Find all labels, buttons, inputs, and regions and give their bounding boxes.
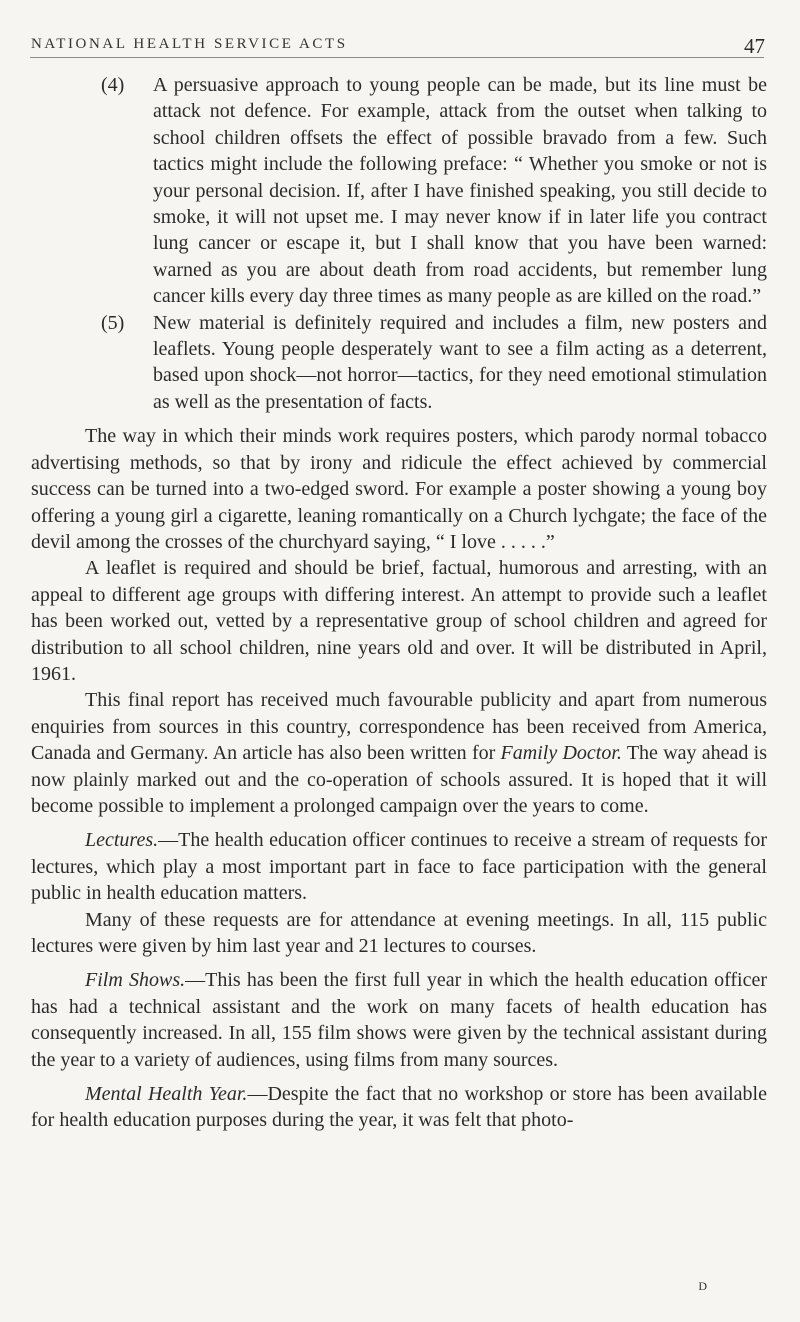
page-number: 47: [744, 34, 765, 58]
signature-mark: D: [698, 1279, 708, 1293]
paragraph-text: —The health education officer continues to receive a stream of requests for lectures, which play a most important part in face to face participation with the general public in health education matters.: [31, 829, 767, 905]
paragraph-mental-health-year: [31, 1081, 767, 1134]
list-number: (5): [101, 311, 125, 334]
list-item-5: [31, 310, 767, 416]
list-item-text: A persuasive approach to young people can be made, but its line must be attack not defence. For example, attack from the outset when talking to school children offsets the effect of possible bravado from a few. Such tactics might include the following preface: “ Whether you smoke or not is your personal decision. If, after I have finished speaking, you still decide to smoke, it will not upset me. I may never know if in later life you contract lung cancer or escape it, but I shall know that you have been warned: warned as you are about death from road accidents, but remember lung cancer kills every day three times as many people as are killed on the road.”: [153, 74, 767, 308]
paragraph-text: —This has been the first full year in which the health education officer has had a technical assistant and the work on many facets of health education has consequently increased. In all, 155 film shows were given by the technical assistant during the year to a variety of audiences, using films from many sources.: [31, 969, 767, 1071]
paragraph-final-report: [31, 687, 767, 819]
paragraph-text: The way ahead is now plainly marked out and the co-operation of schools assured. It is hoped that it will become possible to implement a prolonged campaign over the years to come.: [31, 742, 768, 817]
section-heading-film-shows: Film Shows.: [85, 969, 186, 992]
paragraph-text: This final report has received much favourable publicity and apart from numerous enquiries from sources in this country, correspondence has been received from America, Canada and Germany. An article has also been written for: [31, 689, 767, 765]
paragraph-lectures: [31, 827, 767, 906]
paragraph-evening-meetings: Many of these requests are for attendance at evening meetings. In all, 115 public lectures were given by him last year and 21 lectures to courses.: [31, 908, 767, 957]
paragraph-leaflet: A leaflet is required and should be brief, factual, humorous and arresting, with an appeal to different age groups with differing interest. An attempt to provide such a leaflet has been worked out, vetted by a representative group of school children and agreed for distribution to all school children, nine years old and over. It will be distributed in April, 1961.: [31, 557, 767, 685]
page-header: [31, 34, 765, 58]
publication-title: Family Doctor.: [500, 742, 622, 765]
running-head: NATIONAL HEALTH SERVICE ACTS: [31, 36, 348, 52]
list-item-text: New material is definitely required and includes a film, new posters and leaflets. Young people desperately want to see a film acting as a deterrent, based upon shock—not horror—tactics, for they need emotional stimulation as well as the presentation of facts.: [153, 311, 767, 413]
header-rule: [30, 57, 764, 58]
paragraph-text: —Despite the fact that no workshop or store has been available for health education purposes during the year, it was felt that photo-: [31, 1083, 767, 1132]
paragraph-posters: The way in which their minds work requires posters, which parody normal tobacco advertising methods, so that by irony and ridicule the effect achieved by commercial success can be turned into a two-edged sword. For example a poster showing a young boy offering a young girl a cigarette, leaning romantically on a Church lychgate; the face of the devil among the crosses of the churchyard saying, “ I love . . . . .”: [31, 425, 767, 553]
paragraph-film-shows: [31, 967, 767, 1073]
list-item-4: [31, 72, 767, 310]
list-number: (4): [101, 74, 125, 96]
section-heading-mental-health-year: Mental Health Year.: [85, 1083, 248, 1106]
body-text: [31, 72, 767, 1134]
section-heading-lectures: Lectures.: [85, 829, 159, 852]
